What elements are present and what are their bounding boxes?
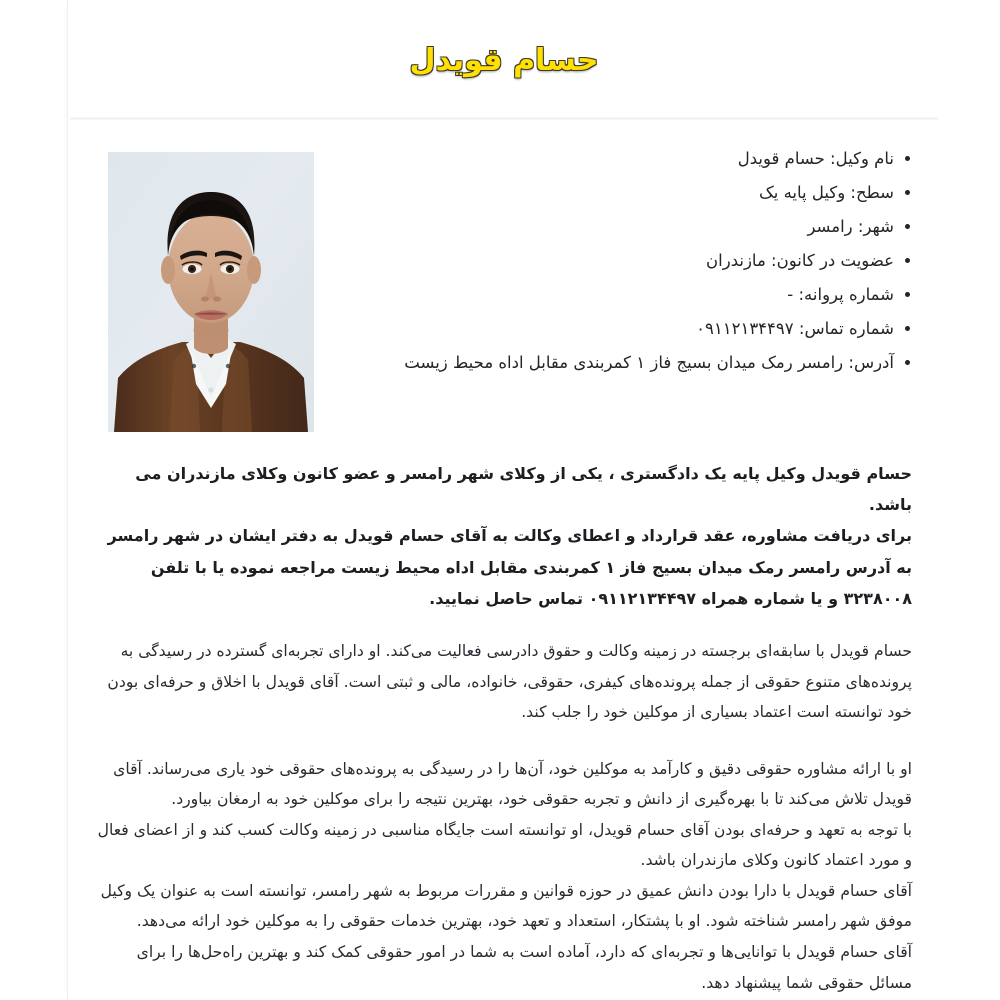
portrait-photo-wrapper [108, 152, 314, 432]
intro-after-lead: ، یکی از وکلای شهر [452, 464, 621, 483]
intro-after-city: و عضو کانون وکلای مازندران می باشد. [135, 464, 912, 515]
info-item-phone: شماره تماس: ۰۹۱۱۲۱۳۴۴۹۷ [696, 318, 894, 338]
body-paragraph-1: حسام قویدل با سابقه‌ای برجسته در زمینه وکالت و حقوق دادرسی فعالیت می‌کند. او دارای تجربه‌ای گسترده در رسیدگی به پرونده‌های متنوع حقوقی از جمله پرونده‌های کیفری، حقوقی، خانواده، مالی و ثبتی است. آقای قویدل با اخلاق و حرفه‌ای بودن خود توانسته است اعتماد بسیاری از موکلین خود را جلب کند. [107, 641, 912, 722]
body-section-2 [96, 754, 912, 999]
body-paragraph-4: آقای حسام قویدل با دارا بودن دانش عمیق در حوزه قوانین و مقررات مربوط به شهر رامسر، توانسته است به عنوان یک وکیل موفق شهر رامسر شناخته شود. او با پشتکار، استعداد و تعهد خود، بهترین خدمات حقوقی را به موکلین خود ارائه می‌دهد. [100, 881, 912, 931]
list-item [382, 142, 912, 176]
body-paragraph-2: او با ارائه مشاوره حقوقی دقیق و کارآمد به موکلین خود، آن‌ها را در رسیدگی به پرونده‌های حقوقی خود یاری می‌رساند. آقای قویدل تلاش می‌کند تا با بهره‌گیری از دانش و تجربه حقوقی خود، بهترین نتیجه را برای موکلین خود به ارمغان بیاورد. [113, 759, 912, 809]
info-item-level: سطح: وکیل پایه یک [758, 182, 894, 202]
intro-paragraph [96, 458, 912, 614]
intro-bold-city: رامسر [401, 464, 453, 483]
intro-contact-line: برای دریافت مشاوره، عقد قرارداد و اعطای وکالت به آقای حسام قویدل به دفتر ایشان در شهر رامسر به آدرس رامسر رمک میدان بسیج فاز ۱ کمربندی مقابل اداه محیط زیست مراجعه نموده یا با تلفن ۳۲۳۸۰۰۸ و یا شماره همراه ۰۹۱۱۲۱۳۴۴۹۷ تماس حاصل نمایید. [107, 526, 912, 608]
info-item-city: شهر: رامسر [807, 216, 894, 236]
info-item-name: نام وکیل: حسام قویدل [737, 149, 894, 168]
lawyer-info-list [372, 142, 912, 380]
info-item-license-number: شماره پروانه: - [787, 284, 894, 304]
page-title: حسام قویدل [409, 42, 599, 78]
header-divider [70, 117, 938, 120]
body-section-1 [96, 636, 912, 728]
list-item [382, 176, 912, 210]
list-item [382, 244, 912, 278]
intro-bold-lead: حسام قویدل وکیل پایه یک دادگستری [620, 464, 912, 483]
body-paragraph-5: آقای حسام قویدل با توانایی‌ها و تجربه‌ای که دارد، آماده است به شما در امور حقوقی کمک کند و بهترین راه‌حل‌ها را برای مسائل حقوقی شما پیشنهاد دهد. [136, 943, 912, 992]
list-item [382, 312, 912, 346]
info-item-address: آدرس: رامسر رمک میدان بسیج فاز ۱ کمربندی مقابل اداه محیط زیست [404, 352, 894, 372]
list-item [382, 210, 912, 244]
content-card [68, 0, 940, 1000]
info-item-bar-association: عضویت در کانون: مازندران [706, 250, 894, 270]
list-item [382, 346, 912, 380]
page-content [68, 120, 940, 998]
list-item [382, 278, 912, 312]
portrait-photo [108, 152, 314, 432]
page-header [68, 0, 940, 120]
body-paragraph-3: با توجه به تعهد و حرفه‌ای بودن آقای حسام قویدل، او توانسته است جایگاه مناسبی در زمینه وکالت کسب کند و از اعضای فعال و مورد اعتماد کانون وکلای مازندران باشد. [97, 820, 912, 870]
profile-summary [96, 142, 912, 432]
